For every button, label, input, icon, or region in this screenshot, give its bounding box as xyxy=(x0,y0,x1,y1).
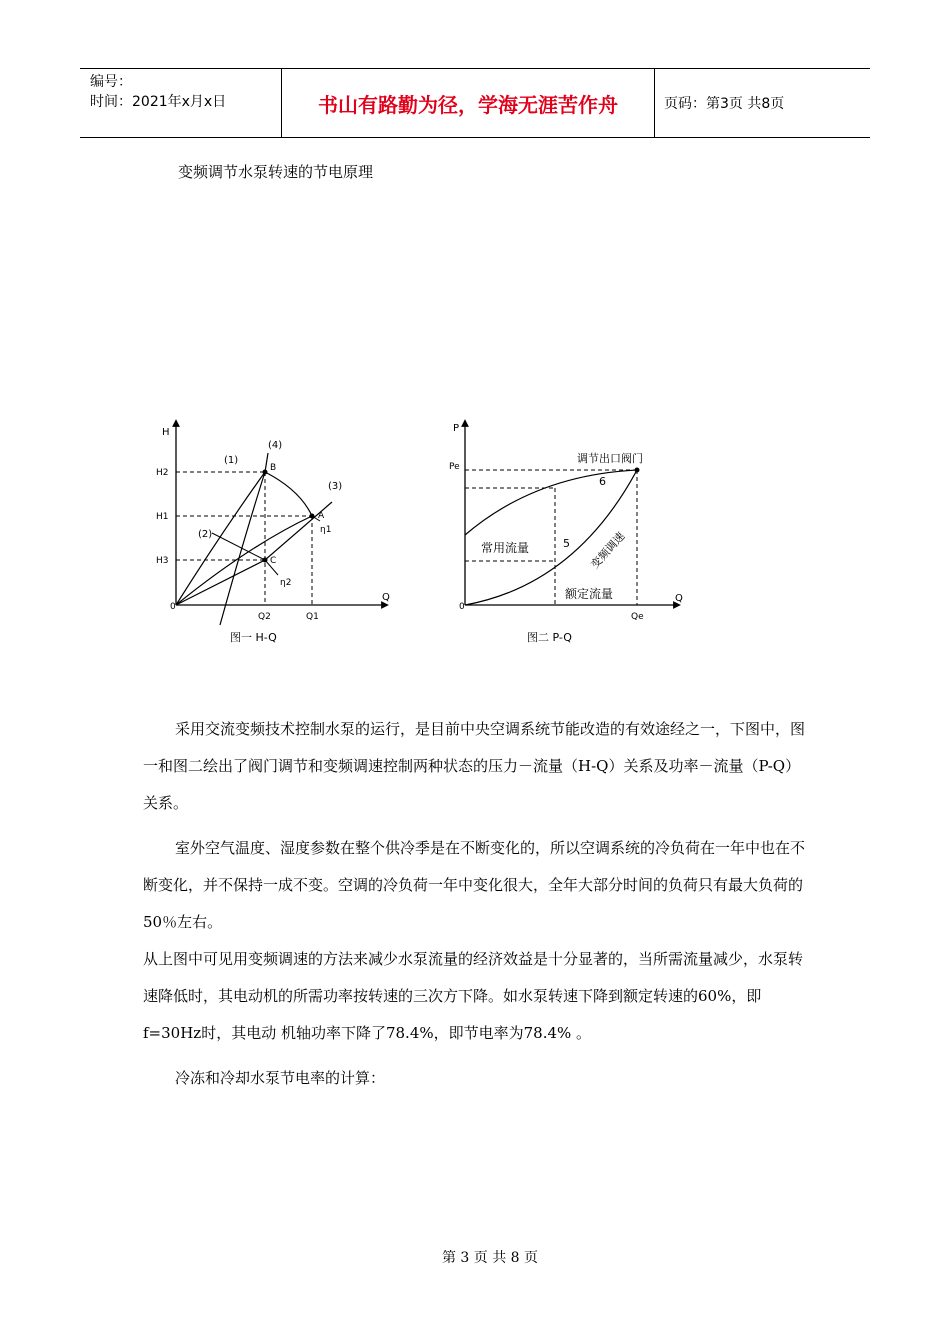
label-6: 6 xyxy=(599,475,606,488)
tick-h1: H1 xyxy=(156,512,169,522)
rated-flow-label: 额定流量 xyxy=(565,587,614,601)
curve-label-3: (3) xyxy=(328,481,343,492)
curve-2 xyxy=(176,516,312,605)
header-meta xyxy=(80,69,282,137)
tick-pe: Pe xyxy=(449,462,460,472)
valve-curve xyxy=(465,470,637,535)
paragraph-2: 室外空气温度、湿度参数在整个供冷季是在不断变化的，所以空调系统的冷负荷在一年中也在不断变化，并不保持一成不变。空调的冷负荷一年中变化很大，全年大部分时间的负荷只有最大负荷的50％左右。 xyxy=(143,839,806,931)
y-axis-label: P xyxy=(453,423,460,434)
paragraph-3: 从上图中可见用变频调速的方法来减少水泵流量的经济效益是十分显著的，当所需流量减少，水泵转速降低时，其电动机的所需功率按转速的三次方下降。如水泵转速下降到额定转速的60%，即f=30Hz时，其电动 机轴功率下降了78.4%，即节电率为78.4% 。 xyxy=(143,950,804,1042)
tick-qe: Qe xyxy=(631,612,644,622)
curve-1 xyxy=(176,472,265,605)
tick-h3: H3 xyxy=(156,556,169,566)
figure-hq xyxy=(150,415,410,650)
eta-1: η1 xyxy=(320,525,332,535)
time-label: 时间：2021年x月x日 xyxy=(90,94,227,110)
page-header xyxy=(80,68,870,138)
curve-4 xyxy=(265,472,312,516)
origin-label: 0 xyxy=(459,602,465,612)
point-a: A xyxy=(318,511,325,521)
label-5: 5 xyxy=(563,537,570,550)
section-title: 变频调节水泵转速的节电原理 xyxy=(178,163,374,181)
x-axis-label: Q xyxy=(382,592,390,603)
origin-label: 0 xyxy=(170,602,176,612)
tick-q2: Q2 xyxy=(258,612,271,622)
curve-label-4: (4) xyxy=(268,440,283,451)
page-footer: 第 3 页 共 8 页 xyxy=(441,1250,539,1266)
header-motto: 书山有路勤为径，学海无涯苦作舟 xyxy=(282,69,655,137)
paragraph-4: 冷冻和冷却水泵节电率的计算： xyxy=(175,1069,386,1087)
curve-label-2: (2) xyxy=(198,529,213,540)
eta-2: η2 xyxy=(280,578,292,588)
paragraph-1: 采用交流变频技术控制水泵的运行，是目前中央空调系统节能改造的有效途经之一，下图中，图一和图二绘出了阀门调节和变频调速控制两种状态的压力－流量（H-Q）关系及功率－流量（P-Q）关系。 xyxy=(143,720,806,812)
tick-h2: H2 xyxy=(156,468,169,478)
vfd-label: 变频调速 xyxy=(588,529,628,572)
common-flow-label: 常用流量 xyxy=(481,541,530,555)
curve-label-1: (1) xyxy=(224,455,239,466)
point-c: C xyxy=(270,556,277,566)
x-axis-label: Q xyxy=(675,593,683,604)
point-b: B xyxy=(270,463,277,473)
y-axis-label: H xyxy=(162,427,170,438)
header-page-info: 页码：第3页 共8页 xyxy=(664,96,785,112)
number-label: 编号： xyxy=(90,74,132,90)
tick-q1: Q1 xyxy=(306,612,319,622)
valve-label: 调节出口阀门 xyxy=(577,452,643,465)
body-text xyxy=(143,711,813,1097)
figure2-caption: 图二 P-Q xyxy=(527,631,572,644)
figure-pq xyxy=(445,415,695,650)
figure1-caption: 图一 H-Q xyxy=(230,631,277,644)
